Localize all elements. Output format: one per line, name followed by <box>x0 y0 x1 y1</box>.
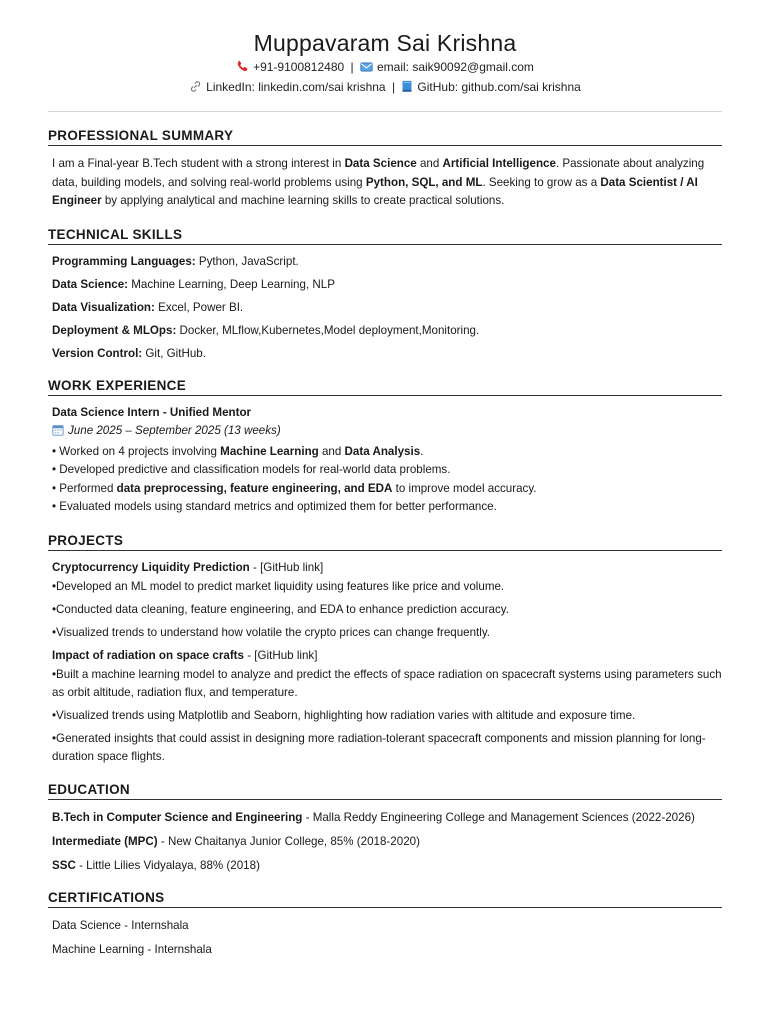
education-row: SSC - Little Lilies Vidyalaya, 88% (2018) <box>52 858 260 872</box>
job-entry <box>52 404 722 517</box>
skills-section <box>48 226 722 362</box>
project-link[interactable]: - [GitHub link] <box>244 648 318 662</box>
linkedin-link[interactable]: linkedin.com/sai krishna <box>258 80 386 94</box>
project-entry <box>52 560 722 642</box>
book-icon <box>401 80 413 98</box>
section-title: PROFESSIONAL SUMMARY <box>48 127 722 146</box>
section-title: WORK EXPERIENCE <box>48 377 722 396</box>
job-bullet: • Developed predictive and classification models for real-world data problems. <box>52 463 451 476</box>
job-bullet: • Worked on 4 projects involving Machine Learning and Data Analysis. <box>52 444 424 458</box>
section-title: TECHNICAL SKILLS <box>48 226 722 245</box>
phone-icon <box>236 60 249 78</box>
project-bullet: •Developed an ML model to predict market liquidity using features like price and volume. <box>52 579 505 593</box>
header-divider <box>48 111 722 112</box>
skill-row: Version Control: Git, GitHub. <box>52 346 206 360</box>
project-bullet: •Conducted data cleaning, feature engineering, and EDA to enhance prediction accuracy. <box>52 602 509 616</box>
section-title: CERTIFICATIONS <box>48 889 722 908</box>
contact-line-2: LinkedIn: linkedin.com/sai krishna | GitHub: github.com/sai krishna <box>48 78 722 98</box>
job-dates: June 2025 – September 2025 (13 weeks) <box>68 424 281 437</box>
project-title: Cryptocurrency Liquidity Prediction - [GitHub link] <box>52 560 324 574</box>
skill-row: Programming Languages: Python, JavaScript. <box>52 254 299 268</box>
project-title: Impact of radiation on space crafts - [GitHub link] <box>52 648 318 662</box>
job-dates-row <box>52 422 722 443</box>
section-title: PROJECTS <box>48 532 722 551</box>
certifications-section <box>48 889 722 958</box>
skill-row: Data Visualization: Excel, Power BI. <box>52 300 244 314</box>
skill-row: Data Science: Machine Learning, Deep Learning, NLP <box>52 277 335 291</box>
project-entry <box>52 648 722 766</box>
project-link[interactable]: - [GitHub link] <box>249 560 324 574</box>
project-bullet: •Visualized trends to understand how volatile the crypto prices can change frequently. <box>52 625 491 639</box>
job-title: Data Science Intern - Unified Mentor <box>52 405 252 419</box>
project-bullet: •Generated insights that could assist in designing more radiation-tolerant spacecraft components and mission planning for long-duration space flights. <box>52 731 706 763</box>
calendar-icon <box>52 424 64 443</box>
resume-header <box>48 28 722 98</box>
certification-item: Machine Learning - Internshala <box>52 942 212 956</box>
github-link[interactable]: github.com/sai krishna <box>461 80 581 94</box>
phone-number[interactable]: +91-9100812480 <box>253 60 345 74</box>
education-section <box>48 781 722 874</box>
job-bullet: • Performed data preprocessing, feature engineering, and EDA to improve model accuracy. <box>52 481 537 495</box>
resume-page <box>48 28 722 958</box>
projects-section <box>48 532 722 766</box>
certification-item: Data Science - Internshala <box>52 918 189 932</box>
contact-line-1: +91-9100812480 | email: saik90092@gmail.com <box>48 58 722 78</box>
project-bullet: •Visualized trends using Matplotlib and Seaborn, highlighting how radiation varies with altitude and exposure time. <box>52 708 636 722</box>
email-icon <box>360 60 373 78</box>
section-title: EDUCATION <box>48 781 722 800</box>
experience-section <box>48 377 722 517</box>
project-bullet: •Built a machine learning model to analyze and predict the effects of space radiation on spacecraft systems using parameters such as orbit altitude, radiation flux, and temperature. <box>52 667 722 699</box>
link-icon <box>189 80 202 98</box>
email-address[interactable]: saik90092@gmail.com <box>412 60 534 74</box>
summary-text: I am a Final-year B.Tech student with a strong interest in Data Science and Artificial Intelligence. Passionate about analyzing data, building models, and solving real-world problems using Python, SQL, and ML. Seeking to grow as a Data Scientist / AI Engineer by applying analytical and machine learning skills to create practical solutions. <box>52 157 705 207</box>
job-bullet: • Evaluated models using standard metrics and optimized them for better performance. <box>52 500 497 513</box>
education-row: Intermediate (MPC) - New Chaitanya Junior College, 85% (2018-2020) <box>52 834 420 848</box>
skill-row: Deployment & MLOps: Docker, MLflow,Kubernetes,Model deployment,Monitoring. <box>52 323 480 337</box>
summary-section <box>48 127 722 211</box>
education-row: B.Tech in Computer Science and Engineering - Malla Reddy Engineering College and Management Sciences (2022-2026) <box>52 810 695 824</box>
candidate-name: Muppavaram Sai Krishna <box>253 30 517 56</box>
